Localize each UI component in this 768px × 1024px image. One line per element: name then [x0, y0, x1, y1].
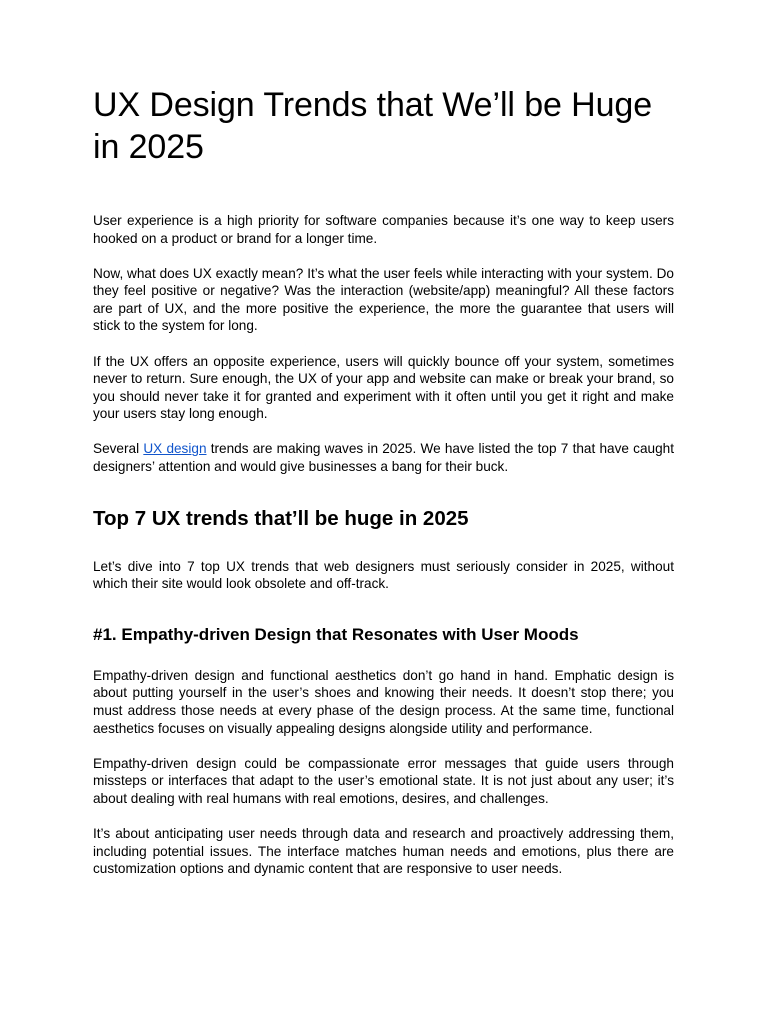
trend-1-paragraph-3: It’s about anticipating user needs through data and research and proactively addressing them, including potential issues. The interface matches human needs and emotions, plus there are customization options and dynamic content that are responsive to user needs.	[93, 825, 674, 877]
section-intro-paragraph: Let’s dive into 7 top UX trends that web designers must seriously consider in 2025, without which their site would look obsolete and off-track.	[93, 558, 674, 592]
trend-1-paragraph-2: Empathy-driven design could be compassionate error messages that guide users through missteps or interfaces that adapt to the user’s emotional state. It is not just about any user; it’s about dealing with real humans with real emotions, desires, and challenges.	[93, 755, 674, 806]
intro-paragraph-1: User experience is a high priority for software companies because it’s one way to keep users hooked on a product or brand for a longer time.	[93, 213, 674, 246]
section-heading: Top 7 UX trends that’ll be huge in 2025	[93, 506, 469, 530]
link-paragraph-before: Several	[93, 441, 144, 457]
link-paragraph-after: trends are making waves in 2025. We have listed the top 7 that have caught designers’ attention and would give businesses a bang for their buck.	[93, 441, 674, 475]
intro-paragraph-3: If the UX offers an opposite experience, users will quickly bounce off your system, sometimes never to return. Sure enough, the UX of your app and website can make or break your brand, so you should never take it for granted and experiment with it often until you get it right and make your users stay long enough.	[93, 353, 674, 422]
trend-1-paragraph-1: Empathy-driven design and functional aesthetics don’t go hand in hand. Emphatic design is about putting yourself in the user’s shoes and knowing their needs. It doesn’t stop there; you must address those needs at every phase of the design process. At the same time, functional aesthetics focuses on visually appealing designs alongside utility and performance.	[93, 667, 674, 736]
document-title: UX Design Trends that We’ll be Huge in 2025	[93, 86, 653, 166]
ux-design-link[interactable]: UX design	[143, 441, 207, 457]
document-page	[93, 84, 674, 895]
trend-1-heading: #1. Empathy-driven Design that Resonates with User Moods	[93, 624, 579, 644]
intro-paragraph-2: Now, what does UX exactly mean? It’s what the user feels while interacting with your system. Do they feel positive or negative? Was the interaction (website/app) meaningful? All these factors are part of UX, and the more positive the experience, the more the guarantee that users will stick to the system for long.	[93, 265, 674, 334]
intro-paragraph-4	[93, 440, 674, 475]
